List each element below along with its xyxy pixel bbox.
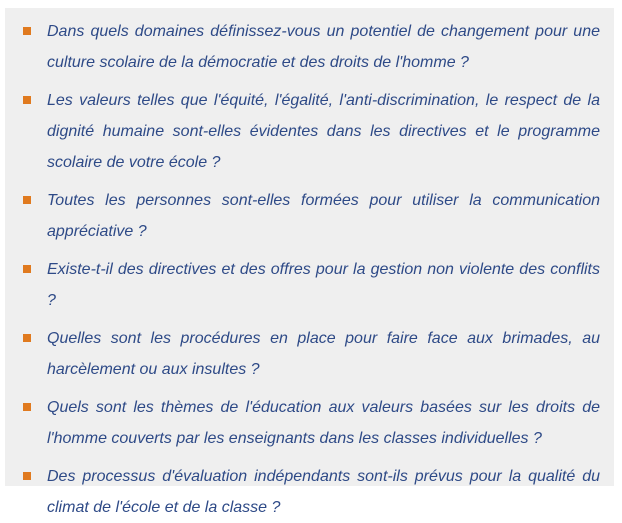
square-bullet-icon	[23, 27, 31, 35]
list-item	[19, 323, 600, 385]
question-text: Dans quels domaines définissez-vous un potentiel de changement pour une culture scolaire de la démocratie et des droits de l'homme ?	[47, 23, 600, 71]
list-item	[19, 254, 600, 316]
square-bullet-icon	[23, 472, 31, 480]
square-bullet-icon	[23, 334, 31, 342]
square-bullet-icon	[23, 403, 31, 411]
list-item	[19, 16, 600, 78]
question-text: Quels sont les thèmes de l'éducation aux valeurs basées sur les droits de l'homme couverts par les enseignants dans les classes individuelles ?	[47, 399, 600, 447]
list-item	[19, 392, 600, 454]
square-bullet-icon	[23, 196, 31, 204]
list-item	[19, 461, 600, 523]
question-text: Quelles sont les procédures en place pour faire face aux brimades, au harcèlement ou aux insultes ?	[47, 330, 600, 378]
square-bullet-icon	[23, 265, 31, 273]
question-text: Les valeurs telles que l'équité, l'égalité, l'anti-discrimination, le respect de la dignité humaine sont-elles évidentes dans les directives et le programme scolaire de votre école ?	[47, 92, 600, 171]
list-item	[19, 185, 600, 247]
square-bullet-icon	[23, 96, 31, 104]
question-list-panel	[5, 8, 614, 516]
question-text: Existe-t-il des directives et des offres pour la gestion non violente des conflits ?	[47, 261, 600, 309]
list-item	[19, 85, 600, 178]
question-text: Toutes les personnes sont-elles formées pour utiliser la communication appréciative ?	[47, 192, 600, 240]
question-text: Des processus d'évaluation indépendants sont-ils prévus pour la qualité du climat de l'école et de la classe ?	[47, 468, 600, 516]
